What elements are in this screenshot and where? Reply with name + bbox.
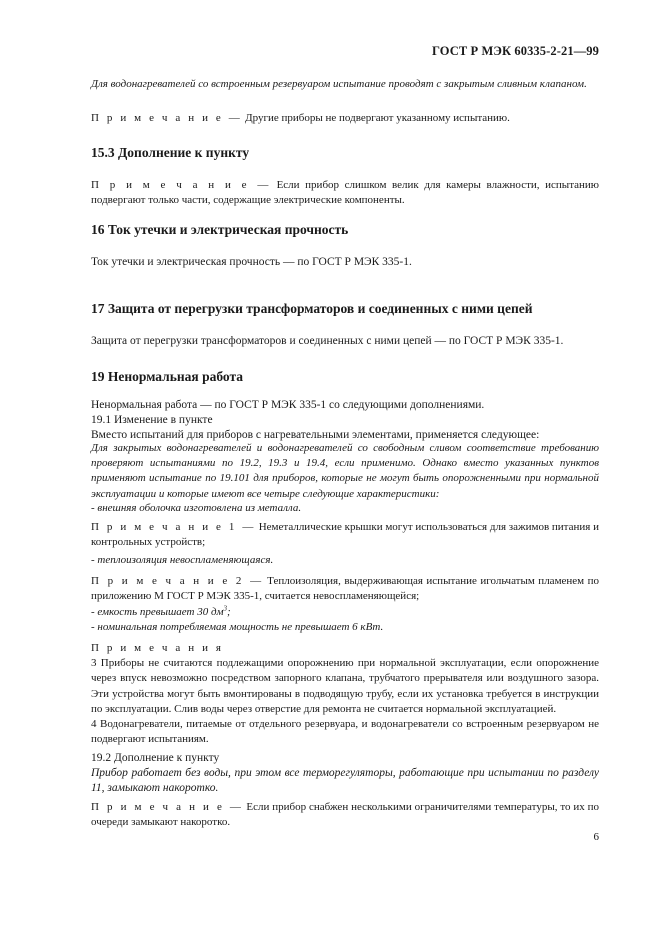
characteristic-nonflammable-insulation: - теплоизоляция невоспламеняющаяся. (91, 554, 274, 566)
note-3: 3 Приборы не считаются подлежащими опорожнению при нормальной эксплуатации, если опорожнение через впуск невозможно посредством запорного клапана, трубчатого прерывателя или воздушного зазора. Эти устройства могут быть вмонтированы в подводящую трубу, если их установка требуется в инструкции по эксплуатации. Слив воды через отверстие для ремонта не считается нормальной эксплуатацией. (91, 657, 599, 715)
subsection-19-2: 19.2 Дополнение к пункту (91, 752, 220, 764)
note-2 (91, 574, 599, 604)
note-5-label: П р и м е ч а н и е — (91, 801, 244, 813)
capacity-end: ; (227, 606, 231, 618)
characteristic-power: - номинальная потребляемая мощность не превышает 6 кВт. (91, 621, 384, 633)
note-5 (91, 800, 599, 830)
note-1-text: Неметаллические крышки могут использоваться для зажимов питания и контрольных устройств; (91, 521, 599, 549)
notes-block (91, 641, 599, 747)
note-text: Если прибор слишком велик для камеры влажности, испытанию подвергают только части, содержащие электрические компоненты. (91, 179, 600, 207)
replacement-text: Вместо испытаний для приборов с нагревательными элементами, применяется следующее: (91, 429, 540, 441)
note-5-text: Если прибор снабжен несколькими ограничителями температуры, то их по очереди замыкают накоротко. (91, 801, 599, 829)
subsection-19-1: 19.1 Изменение в пункте (91, 414, 213, 426)
closed-heaters-paragraph: Для закрытых водонагревателей и водонагревателей со свободным сливом соответствие требованию проверяют испытаниями по 19.2, 19.3 и 19.4, если применимо. Однако вместо указанных пунктов применяют испытание по 19.101 для приборов, которые не могут быть опорожненными при нормальной эксплуатации и которые имеют все четыре следующие характеристики: (91, 442, 599, 500)
note-2-text: Теплоизоляция, выдерживающая испытание игольчатым пламенем по приложению М ГОСТ Р МЭК 335-1, считается невоспламеняющейся; (91, 575, 599, 603)
standard-code-header: ГОСТ Р МЭК 60335-2-21—99 (432, 44, 599, 58)
section-19-body (91, 398, 599, 443)
note-1 (91, 520, 599, 550)
closed-reservoir-text: Для водонагревателей со встроенным резервуаром испытание проводят с закрытым сливным клапаном. (91, 78, 587, 90)
section-19-intro: Ненормальная работа — по ГОСТ Р МЭК 335-1 со следующими дополнениями. (91, 399, 485, 411)
note-label: П р и м е ч а н и е — (91, 179, 271, 191)
note-other-devices (91, 111, 599, 126)
notes-label: П р и м е ч а н и я (91, 642, 224, 654)
capacity-text: - емкость превышает 30 дм (91, 606, 224, 618)
capacity-superscript: 3 (223, 604, 228, 613)
note-1-label: П р и м е ч а н и е 1 — (91, 521, 256, 533)
note-humidity-chamber (91, 178, 599, 208)
note-2-label: П р и м е ч а н и е 2 — (91, 575, 264, 587)
section-16-text: Ток утечки и электрическая прочность — по ГОСТ Р МЭК 335-1. (91, 256, 412, 268)
note-text: Другие приборы не подвергают указанному испытанию. (245, 112, 510, 124)
closed-reservoir-paragraph (91, 77, 599, 92)
characteristic-capacity (91, 605, 599, 620)
page-number: 6 (593, 831, 599, 843)
note-label: П р и м е ч а н и е — (91, 112, 243, 124)
section-15-3-heading: 15.3 Дополнение к пункту (91, 145, 250, 160)
section-17-text: Защита от перегрузки трансформаторов и соединенных с ними цепей — по ГОСТ Р МЭК 335-1. (91, 335, 564, 347)
section-16-heading: 16 Ток утечки и электрическая прочность (91, 222, 349, 237)
section-19-heading: 19 Ненормальная работа (91, 369, 244, 384)
dry-operation-paragraph: Прибор работает без воды, при этом все терморегуляторы, работающие при испытании по разделу 11, замыкают накоротко. (91, 767, 599, 795)
section-17-heading: 17 Защита от перегрузки трансформаторов и соединенных с ними цепей (91, 301, 533, 316)
characteristic-metal-enclosure: - внешняя оболочка изготовлена из металла. (91, 502, 302, 514)
note-4: 4 Водонагреватели, питаемые от отдельного резервуара, и водонагреватели со встроенным резервуаром не подвергают испытаниям. (91, 718, 599, 746)
